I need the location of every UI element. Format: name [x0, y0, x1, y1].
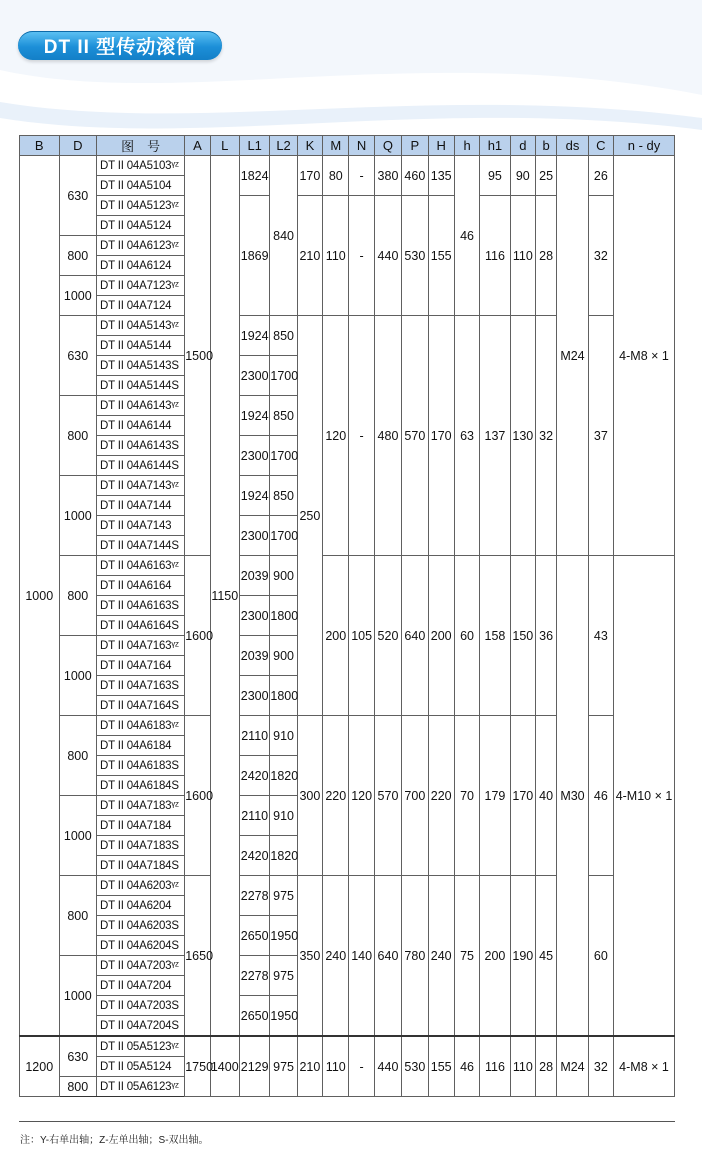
cell-L1: 2110	[239, 796, 269, 836]
cell-L2: 975	[270, 876, 297, 916]
cell-d: 150	[510, 556, 535, 716]
cell-d: 130	[510, 316, 535, 556]
cell-b: 28	[535, 196, 556, 316]
cell-N: 105	[349, 556, 374, 716]
header-L2: L2	[270, 136, 297, 156]
cell-model: DT II 04A7144	[97, 496, 185, 516]
cell-L2: 910	[270, 796, 297, 836]
cell-L2: 900	[270, 636, 297, 676]
cell-C: 37	[588, 316, 613, 556]
table-row	[20, 1036, 675, 1057]
cell-h: 63	[454, 316, 479, 556]
cell-K: 300	[297, 716, 322, 876]
header-d: d	[510, 136, 535, 156]
cell-B: 1000	[20, 156, 60, 1037]
header-h: h	[454, 136, 479, 156]
cell-L1: 2300	[239, 676, 269, 716]
cell-D: 1000	[59, 796, 97, 876]
cell-L2: 910	[270, 716, 297, 756]
cell-L1: 2039	[239, 556, 269, 596]
cell-h: 46	[454, 156, 479, 316]
cell-model: DT II 04A7184	[97, 816, 185, 836]
cell-L1: 1924	[239, 396, 269, 436]
cell-h: 60	[454, 556, 479, 716]
header-ds: ds	[557, 136, 588, 156]
cell-H: 220	[428, 716, 454, 876]
cell-model: DT II 04A7123ᵞᶻ	[97, 276, 185, 296]
cell-L1: 2650	[239, 996, 269, 1037]
cell-N: 140	[349, 876, 374, 1037]
cell-model: DT II 04A5124	[97, 216, 185, 236]
cell-model: DT II 04A6183ᵞᶻ	[97, 716, 185, 736]
cell-K: 350	[297, 876, 322, 1037]
cell-Q: 520	[374, 556, 401, 716]
cell-D: 800	[59, 236, 97, 276]
cell-P: 780	[402, 876, 428, 1037]
cell-A: 1750	[185, 1036, 210, 1097]
cell-K: 210	[297, 1036, 322, 1097]
cell-H: 200	[428, 556, 454, 716]
header-Q: Q	[374, 136, 401, 156]
cell-L2: 1700	[270, 356, 297, 396]
cell-model: DT II 04A6123ᵞᶻ	[97, 236, 185, 256]
cell-model: DT II 04A7164	[97, 656, 185, 676]
cell-model: DT II 04A5104	[97, 176, 185, 196]
cell-model: DT II 05A6123ᵞᶻ	[97, 1077, 185, 1097]
cell-model: DT II 04A7184S	[97, 856, 185, 876]
cell-model: DT II 04A6143S	[97, 436, 185, 456]
cell-H: 155	[428, 196, 454, 316]
cell-model: DT II 04A6144	[97, 416, 185, 436]
cell-C: 32	[588, 1036, 613, 1097]
header-model: 图 号	[97, 136, 185, 156]
cell-C: 32	[588, 196, 613, 316]
cell-ds: M24	[557, 156, 588, 556]
cell-P: 530	[402, 196, 428, 316]
cell-L2: 850	[270, 316, 297, 356]
cell-model: DT II 04A5103ᵞᶻ	[97, 156, 185, 176]
cell-L1: 2300	[239, 356, 269, 396]
cell-model: DT II 04A6184S	[97, 776, 185, 796]
cell-b: 36	[535, 556, 556, 716]
cell-M: 120	[323, 316, 349, 556]
header-A: A	[185, 136, 210, 156]
cell-N: 120	[349, 716, 374, 876]
cell-D: 630	[59, 156, 97, 236]
cell-M: 110	[323, 1036, 349, 1097]
cell-Q: 440	[374, 1036, 401, 1097]
cell-Q: 440	[374, 196, 401, 316]
cell-A: 1500	[185, 156, 210, 556]
cell-Q: 570	[374, 716, 401, 876]
cell-L2: 1950	[270, 916, 297, 956]
cell-L2: 975	[270, 1036, 297, 1097]
header-K: K	[297, 136, 322, 156]
cell-D: 800	[59, 1077, 97, 1097]
cell-b: 25	[535, 156, 556, 196]
cell-h: 75	[454, 876, 479, 1037]
cell-D: 800	[59, 556, 97, 636]
cell-h1: 116	[480, 196, 510, 316]
cell-L1: 2300	[239, 516, 269, 556]
cell-A: 1600	[185, 716, 210, 876]
cell-model: DT II 04A6203S	[97, 916, 185, 936]
cell-H: 240	[428, 876, 454, 1037]
cell-L2: 850	[270, 476, 297, 516]
cell-L1: 1824	[239, 156, 269, 196]
cell-model: DT II 04A6184	[97, 736, 185, 756]
cell-model: DT II 04A6124	[97, 256, 185, 276]
cell-H: 155	[428, 1036, 454, 1097]
cell-model: DT II 04A7124	[97, 296, 185, 316]
cell-b: 40	[535, 716, 556, 876]
cell-model: DT II 04A6203ᵞᶻ	[97, 876, 185, 896]
cell-D: 630	[59, 316, 97, 396]
cell-d: 190	[510, 876, 535, 1037]
cell-H: 170	[428, 316, 454, 556]
cell-model: DT II 04A5144S	[97, 376, 185, 396]
cell-b: 32	[535, 316, 556, 556]
cell-model: DT II 04A7144S	[97, 536, 185, 556]
cell-M: 80	[323, 156, 349, 196]
cell-C: 46	[588, 716, 613, 876]
cell-L2: 1950	[270, 996, 297, 1037]
cell-P: 700	[402, 716, 428, 876]
footnote: 注：Y-右单出轴；Z-左单出轴；S-双出轴。	[20, 1135, 209, 1146]
header-row	[20, 136, 675, 156]
cell-model: DT II 04A6163S	[97, 596, 185, 616]
cell-L1: 2039	[239, 636, 269, 676]
header-P: P	[402, 136, 428, 156]
cell-D: 1000	[59, 956, 97, 1037]
cell-D: 800	[59, 876, 97, 956]
cell-C: 26	[588, 156, 613, 196]
cell-L: 1400	[210, 1036, 239, 1097]
header-D: D	[59, 136, 97, 156]
cell-model: DT II 04A6204	[97, 896, 185, 916]
cell-ds: M30	[557, 556, 588, 1037]
cell-b: 45	[535, 876, 556, 1037]
cell-h1: 158	[480, 556, 510, 716]
cell-h1: 137	[480, 316, 510, 556]
cell-D: 630	[59, 1036, 97, 1077]
cell-P: 460	[402, 156, 428, 196]
cell-d: 110	[510, 1036, 535, 1097]
cell-b: 28	[535, 1036, 556, 1097]
cell-model: DT II 04A7203S	[97, 996, 185, 1016]
cell-model: DT II 04A7163S	[97, 676, 185, 696]
cell-Q: 480	[374, 316, 401, 556]
cell-model: DT II 04A7183S	[97, 836, 185, 856]
cell-h1: 95	[480, 156, 510, 196]
cell-model: DT II 04A6164	[97, 576, 185, 596]
cell-P: 570	[402, 316, 428, 556]
spec-table	[19, 135, 675, 1097]
cell-model: DT II 04A6163ᵞᶻ	[97, 556, 185, 576]
cell-L2: 1800	[270, 596, 297, 636]
cell-Q: 640	[374, 876, 401, 1037]
cell-L1: 1869	[239, 196, 269, 316]
cell-A: 1650	[185, 876, 210, 1037]
cell-K: 250	[297, 316, 322, 716]
cell-model: DT II 04A7203ᵞᶻ	[97, 956, 185, 976]
cell-L1: 2278	[239, 956, 269, 996]
cell-model: DT II 04A6144S	[97, 456, 185, 476]
cell-C: 60	[588, 876, 613, 1037]
cell-L2: 1820	[270, 836, 297, 876]
header-ndy: n - dy	[614, 136, 675, 156]
cell-N: -	[349, 316, 374, 556]
cell-M: 110	[323, 196, 349, 316]
cell-L1: 1924	[239, 476, 269, 516]
cell-d: 110	[510, 196, 535, 316]
cell-B: 1200	[20, 1036, 60, 1097]
header-N: N	[349, 136, 374, 156]
header-B: B	[20, 136, 60, 156]
header-h1: h1	[480, 136, 510, 156]
cell-D: 800	[59, 396, 97, 476]
cell-h1: 200	[480, 876, 510, 1037]
cell-L1: 2278	[239, 876, 269, 916]
cell-model: DT II 05A5123ᵞᶻ	[97, 1036, 185, 1057]
cell-N: -	[349, 196, 374, 316]
cell-L1: 2129	[239, 1036, 269, 1097]
cell-L2: 975	[270, 956, 297, 996]
cell-C: 43	[588, 556, 613, 716]
cell-model: DT II 04A7163ᵞᶻ	[97, 636, 185, 656]
cell-model: DT II 04A7143ᵞᶻ	[97, 476, 185, 496]
header-M: M	[323, 136, 349, 156]
cell-h: 70	[454, 716, 479, 876]
cell-L2: 850	[270, 396, 297, 436]
cell-L1: 2420	[239, 836, 269, 876]
cell-model: DT II 04A7204	[97, 976, 185, 996]
cell-K: 170	[297, 156, 322, 196]
cell-Q: 380	[374, 156, 401, 196]
cell-L: 1150	[210, 156, 239, 1037]
header-L1: L1	[239, 136, 269, 156]
cell-M: 240	[323, 876, 349, 1037]
cell-model: DT II 04A7204S	[97, 1016, 185, 1037]
cell-model: DT II 04A6183S	[97, 756, 185, 776]
cell-model: DT II 05A5124	[97, 1057, 185, 1077]
cell-model: DT II 04A7183ᵞᶻ	[97, 796, 185, 816]
cell-P: 530	[402, 1036, 428, 1097]
cell-L1: 2650	[239, 916, 269, 956]
header-b: b	[535, 136, 556, 156]
header-H: H	[428, 136, 454, 156]
cell-L2: 1700	[270, 436, 297, 476]
cell-P: 640	[402, 556, 428, 716]
cell-model: DT II 04A7164S	[97, 696, 185, 716]
cell-L2: 1700	[270, 516, 297, 556]
cell-model: DT II 04A7143	[97, 516, 185, 536]
cell-D: 1000	[59, 276, 97, 316]
cell-d: 170	[510, 716, 535, 876]
cell-L2: 840	[270, 156, 297, 316]
header-C: C	[588, 136, 613, 156]
cell-model: DT II 04A6164S	[97, 616, 185, 636]
cell-h: 46	[454, 1036, 479, 1097]
cell-M: 200	[323, 556, 349, 716]
cell-d: 90	[510, 156, 535, 196]
cell-ds: M24	[557, 1036, 588, 1097]
cell-model: DT II 04A6143ᵞᶻ	[97, 396, 185, 416]
cell-A: 1600	[185, 556, 210, 716]
cell-K: 210	[297, 196, 322, 316]
cell-h1: 179	[480, 716, 510, 876]
cell-model: DT II 04A6204S	[97, 936, 185, 956]
cell-L1: 2300	[239, 596, 269, 636]
cell-L2: 900	[270, 556, 297, 596]
cell-L2: 1800	[270, 676, 297, 716]
cell-D: 800	[59, 716, 97, 796]
cell-model: DT II 04A5123ᵞᶻ	[97, 196, 185, 216]
cell-L1: 2300	[239, 436, 269, 476]
cell-M: 220	[323, 716, 349, 876]
cell-ndy: 4-M8 × 1	[614, 156, 675, 556]
cell-H: 135	[428, 156, 454, 196]
cell-h1: 116	[480, 1036, 510, 1097]
cell-L1: 2110	[239, 716, 269, 756]
cell-ndy: 4-M10 × 1	[614, 556, 675, 1037]
cell-model: DT II 04A5143ᵞᶻ	[97, 316, 185, 336]
cell-L1: 1924	[239, 316, 269, 356]
cell-L2: 1820	[270, 756, 297, 796]
table-row	[20, 556, 675, 576]
divider	[19, 1121, 675, 1122]
header-L: L	[210, 136, 239, 156]
cell-D: 1000	[59, 636, 97, 716]
cell-ndy: 4-M8 × 1	[614, 1036, 675, 1097]
table-row	[20, 156, 675, 176]
page-title: DT II 型传动滚筒	[18, 31, 222, 60]
cell-model: DT II 04A5143S	[97, 356, 185, 376]
cell-model: DT II 04A5144	[97, 336, 185, 356]
cell-D: 1000	[59, 476, 97, 556]
cell-N: -	[349, 1036, 374, 1097]
cell-L1: 2420	[239, 756, 269, 796]
cell-N: -	[349, 156, 374, 196]
